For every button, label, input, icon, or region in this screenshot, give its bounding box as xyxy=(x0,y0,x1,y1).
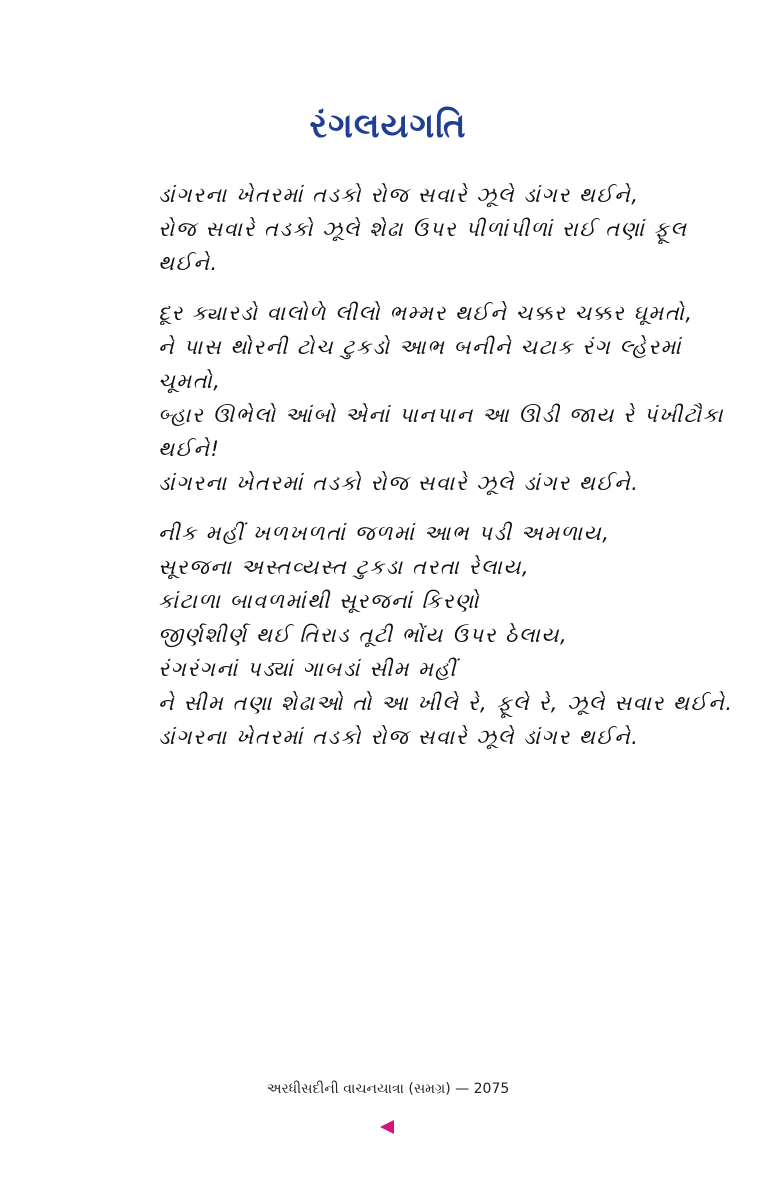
page-footer: અરધીસદીની વાચનયાત્રા (સમગ્ર) — 2075 xyxy=(266,1081,510,1097)
poem-line: થઈને! xyxy=(158,437,221,461)
poem-line: થઈને. xyxy=(158,251,219,275)
page-title: રંગલયગતિ xyxy=(309,106,467,146)
poem-line: ડાંગરના ખેતરમાં તડકો રોજ સવારે ઝૂલે ડાંગર થઈને. xyxy=(158,725,640,749)
stanza-3 xyxy=(158,516,734,754)
poem-line: રોજ સવારે તડકો ઝૂલે શેઢા ઉપર પીળાંપીળાં રાઈ તણાં ફૂલ xyxy=(158,217,688,241)
poem-line: ને સીમ તણા શેઢાઓ તો આ ખીલે રે, ફૂલે રે, ઝૂલે સવાર થઈને. xyxy=(158,691,734,715)
poem-line: દૂર ક્યારડો વાલોળે લીલો ભમ્મર થઈને ચક્કર ચક્કર ઘૂમતો, xyxy=(158,301,694,325)
poem-line: ડાંગરના ખેતરમાં તડકો રોજ સવારે ઝૂલે ડાંગર થઈને, xyxy=(158,183,640,207)
poem-body xyxy=(158,178,734,770)
stanza-2 xyxy=(158,296,725,500)
prev-page-arrow-icon[interactable] xyxy=(380,1120,394,1134)
poem-line: નીક મહીં ખળખળતાં જળમાં આભ પડી અમળાય, xyxy=(158,521,611,545)
poem-line: કાંટાળા બાવળમાંથી સૂરજનાં કિરણો xyxy=(158,589,480,613)
poem-line: બ્હાર ઊભેલો આંબો એનાં પાનપાન આ ઊડી જાય રે પંખીટૌકા xyxy=(158,403,725,427)
poem-line: ને પાસ થોરની ટોચ ટુકડો આભ બનીને ચટાક રંગ લ્હેરમાં xyxy=(158,335,682,359)
poem-line: સૂરજના અસ્તવ્યસ્ત ટુકડા તરતા રેલાય, xyxy=(158,555,531,579)
poem-line: ચૂમતો, xyxy=(158,369,222,393)
poem-line: જીર્ણશીર્ણ થઈ તિરાડ તૂટી ભોંય ઉપર ઠેલાય, xyxy=(158,623,569,647)
stanza-1 xyxy=(158,178,698,280)
poem-line: રંગરંગનાં પડ્યાં ગાબડાં સીમ મહીં xyxy=(158,657,457,681)
poem-line: ડાંગરના ખેતરમાં તડકો રોજ સવારે ઝૂલે ડાંગર થઈને. xyxy=(158,471,640,495)
